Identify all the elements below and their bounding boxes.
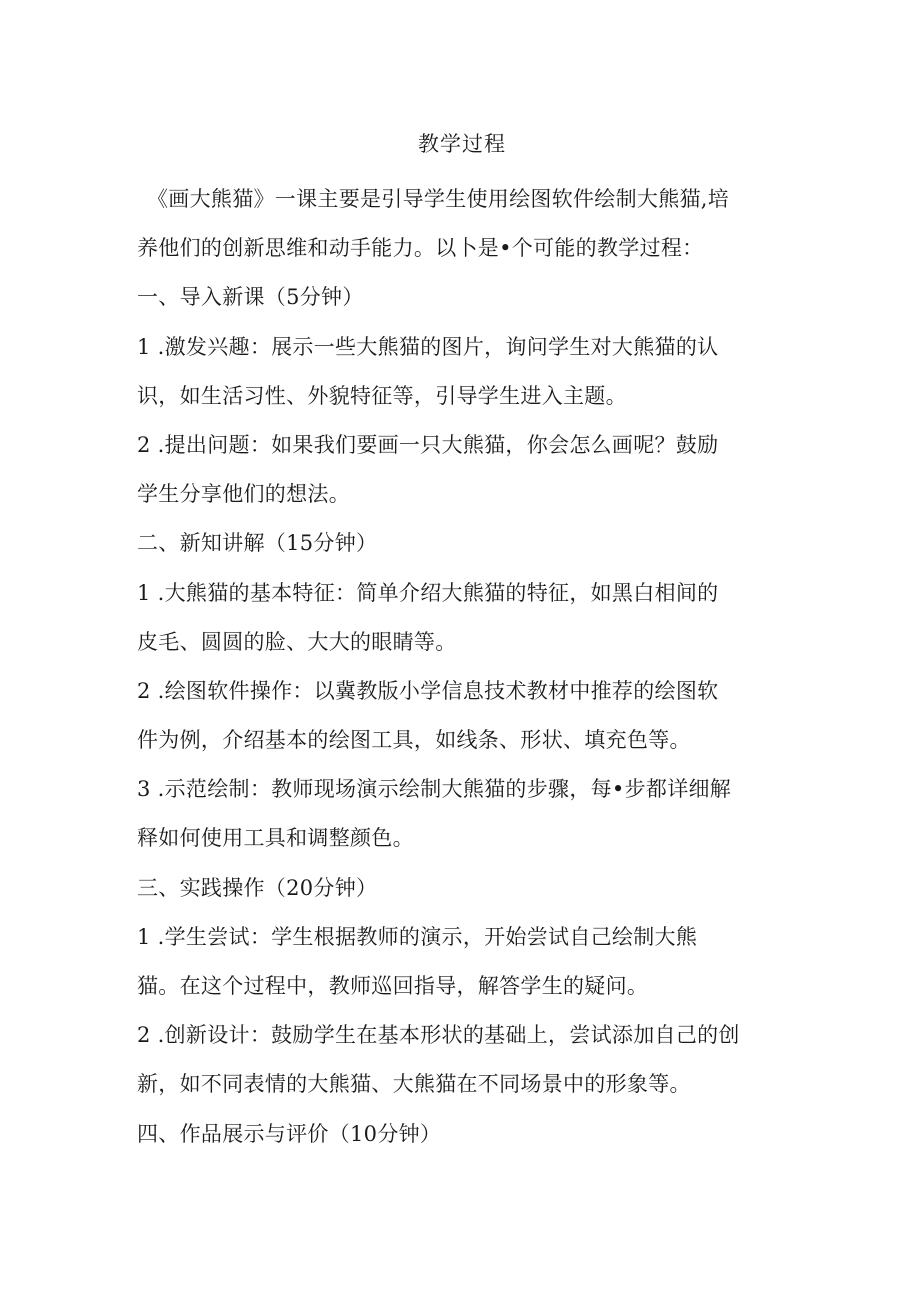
intro-line: 《画大熊猫》一课主要是引导学生使用绘图软件绘制大熊猫,培 — [147, 187, 730, 211]
list-item — [137, 1011, 792, 1060]
item-number: 2 — [137, 1023, 151, 1048]
section-heading: 四、作品展示与评价（10分钟） — [137, 1121, 442, 1146]
list-item-continuation: 学生分享他们的想法。 — [137, 482, 350, 507]
item-number: 3 — [137, 777, 151, 802]
list-item-continuation: 释如何使用工具和调整颜色。 — [137, 826, 414, 851]
item-text: .示范绘制：教师现场演示绘制大熊猫的步骤，每•步都详细解 — [150, 777, 732, 802]
item-text: .创新设计：鼓励学生在基本形状的基础上，尝试添加自己的创 — [150, 1023, 740, 1048]
item-number: 1 — [137, 580, 151, 605]
list-item-continuation: 猫。在这个过程中，教师巡回指导，解答学生的疑问。 — [137, 974, 649, 998]
item-text: .绘图软件操作：以冀教版小学信息技术教材中推荐的绘图软 — [150, 678, 719, 703]
item-number: 1 — [137, 334, 151, 359]
list-item — [137, 913, 792, 962]
list-item-continuation: 皮毛、圆圆的脸、大大的眼睛等。 — [137, 629, 457, 654]
list-item — [137, 765, 792, 814]
list-item — [137, 667, 792, 716]
item-text: .提出问题：如果我们要画一只大熊猫，你会怎么画呢？鼓励 — [150, 432, 719, 457]
item-number: 1 — [137, 924, 151, 949]
item-text: .学生尝试：学生根据教师的演示，开始尝试自己绘制大熊 — [150, 924, 698, 949]
section-heading: 三、实践操作（20分钟） — [137, 875, 378, 900]
list-item — [137, 323, 792, 372]
item-number: 2 — [137, 678, 151, 703]
list-item-continuation: 件为例，介绍基本的绘图工具，如线条、形状、填充色等。 — [137, 728, 691, 753]
section-heading: 二、新知讲解（15分钟） — [137, 531, 378, 556]
page-title: 教学过程 — [418, 132, 506, 156]
list-item — [137, 421, 792, 470]
document-body — [137, 175, 792, 1159]
list-item — [137, 569, 792, 618]
list-item-continuation: 新，如不同表情的大熊猫、大熊猫在不同场景中的形象等。 — [137, 1072, 691, 1097]
item-number: 2 — [137, 432, 151, 457]
item-text: .激发兴趣：展示一些大熊猫的图片，询问学生对大熊猫的认 — [150, 334, 719, 359]
section-heading: 一、导入新课（5分钟） — [137, 285, 364, 310]
item-text: .大熊猫的基本特征：简单介绍大熊猫的特征，如黑白相间的 — [150, 580, 719, 605]
list-item-continuation: 识，如生活习性、外貌特征等，引导学生进入主题。 — [137, 383, 627, 408]
intro-line: 养他们的创新思维和动手能力。以卜是•个可能的教学过程： — [137, 236, 704, 261]
